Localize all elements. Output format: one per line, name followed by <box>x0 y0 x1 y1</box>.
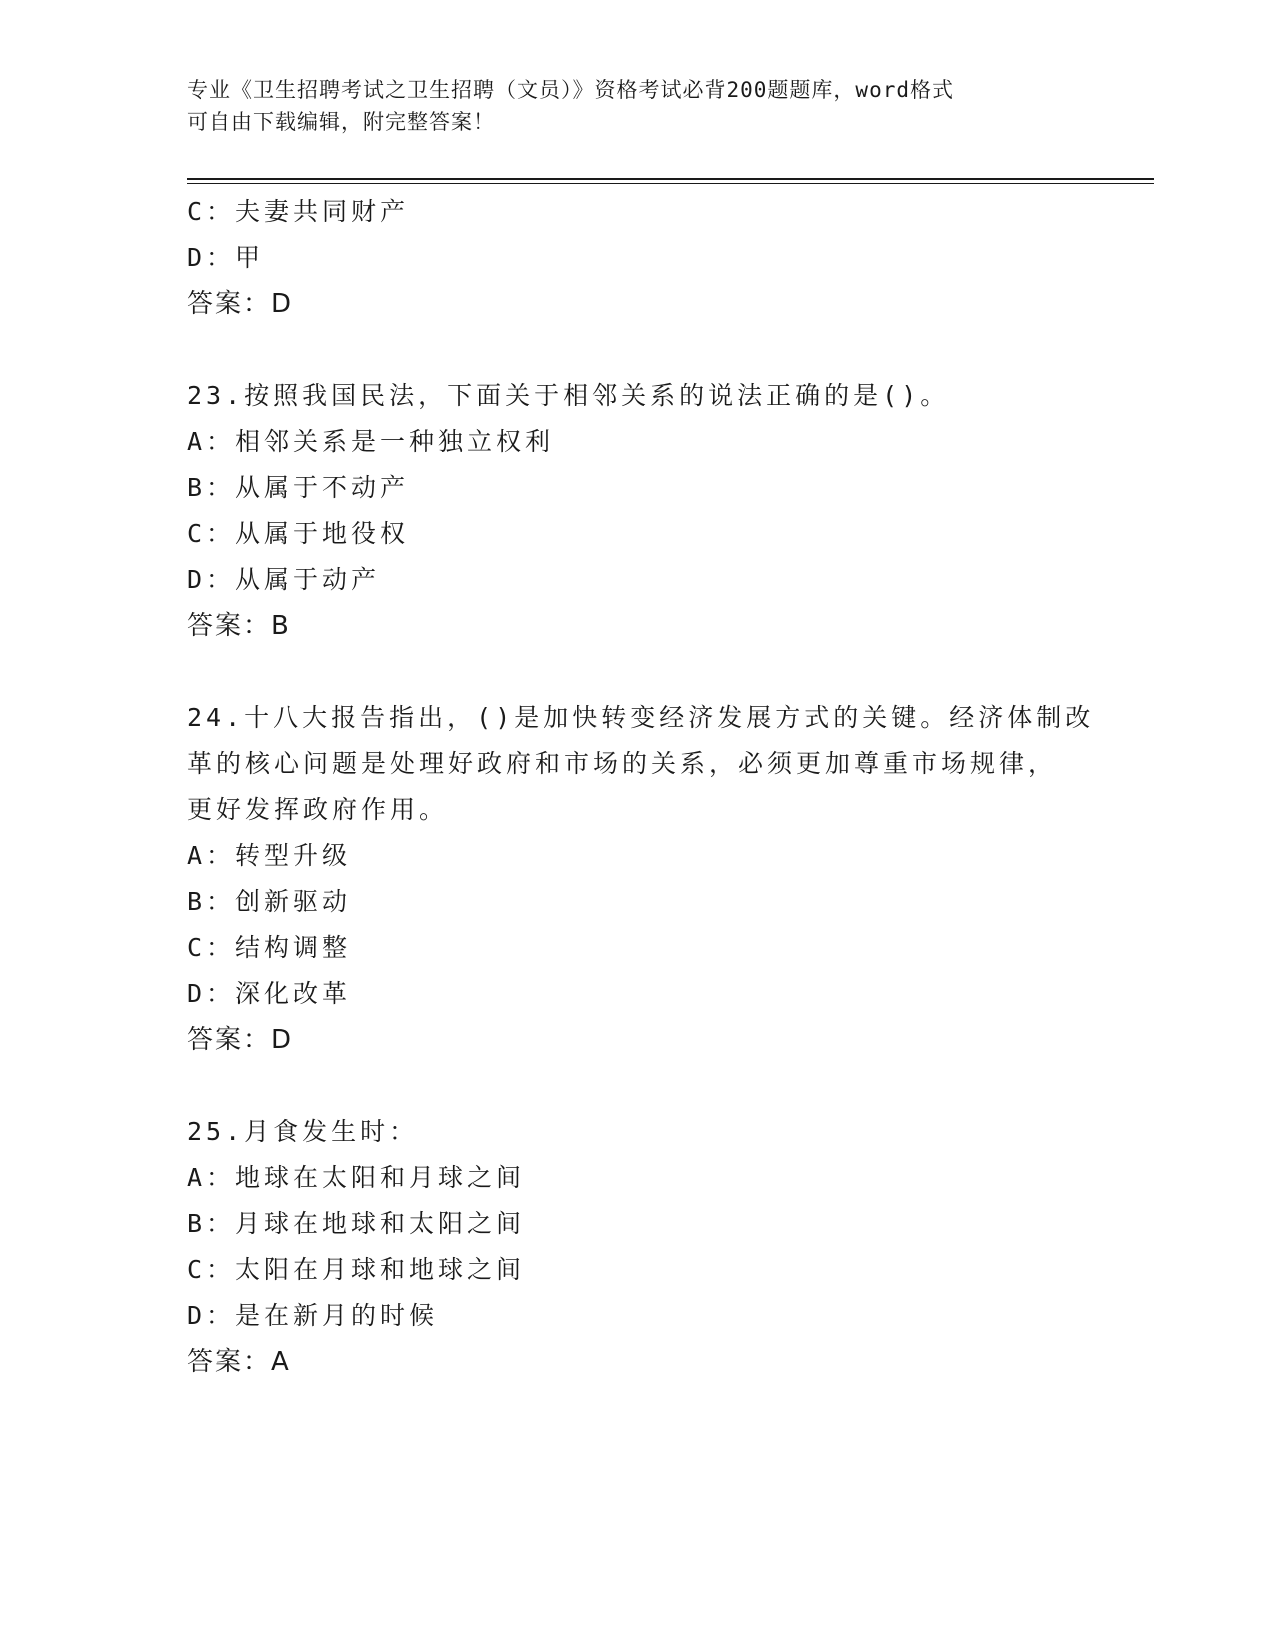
option-c: C：太阳在月球和地球之间 <box>187 1255 526 1284</box>
option-c: C：结构调整 <box>187 933 352 962</box>
option-b: B：创新驱动 <box>187 887 352 916</box>
option-a: A：相邻关系是一种独立权利 <box>187 427 555 456</box>
question-stem: 25.月食发生时： <box>187 1117 419 1146</box>
option-b: B：月球在地球和太阳之间 <box>187 1209 526 1238</box>
option-c: C：夫妻共同财产 <box>187 197 410 226</box>
answer-line: 答案：D <box>187 289 294 319</box>
option-d: D：甲 <box>187 243 265 272</box>
question-stem: 更好发挥政府作用。 <box>187 795 449 824</box>
answer-line: 答案：A <box>187 1347 291 1377</box>
option-b: B：从属于不动产 <box>187 473 410 502</box>
option-a: A：地球在太阳和月球之间 <box>187 1163 526 1192</box>
question-stem: 24.十八大报告指出，()是加快转变经济发展方式的关键。经济体制改 <box>187 703 1095 732</box>
answer-line: 答案：D <box>187 1025 294 1055</box>
header-divider-thin <box>187 183 1154 184</box>
question-25 <box>187 1109 1087 1385</box>
option-a: A：转型升级 <box>187 841 352 870</box>
answer-line: 答案：B <box>187 611 291 641</box>
previous-question-tail <box>187 189 1087 327</box>
question-stem: 23.按照我国民法，下面关于相邻关系的说法正确的是()。 <box>187 381 950 410</box>
document-body <box>187 189 1095 1385</box>
document-header <box>187 74 1067 138</box>
option-c: C：从属于地役权 <box>187 519 410 548</box>
option-d: D：深化改革 <box>187 979 352 1008</box>
question-24 <box>187 695 1095 1063</box>
question-stem: 革的核心问题是处理好政府和市场的关系，必须更加尊重市场规律， <box>187 749 1058 778</box>
option-d: D：是在新月的时候 <box>187 1301 439 1330</box>
header-line-1: 专业《卫生招聘考试之卫生招聘（文员）》资格考试必背200题题库，word格式 <box>187 78 954 102</box>
question-23 <box>187 373 1087 649</box>
header-line-2: 可自由下载编辑，附完整答案！ <box>187 110 495 134</box>
option-d: D：从属于动产 <box>187 565 381 594</box>
header-divider-thick <box>187 178 1154 180</box>
